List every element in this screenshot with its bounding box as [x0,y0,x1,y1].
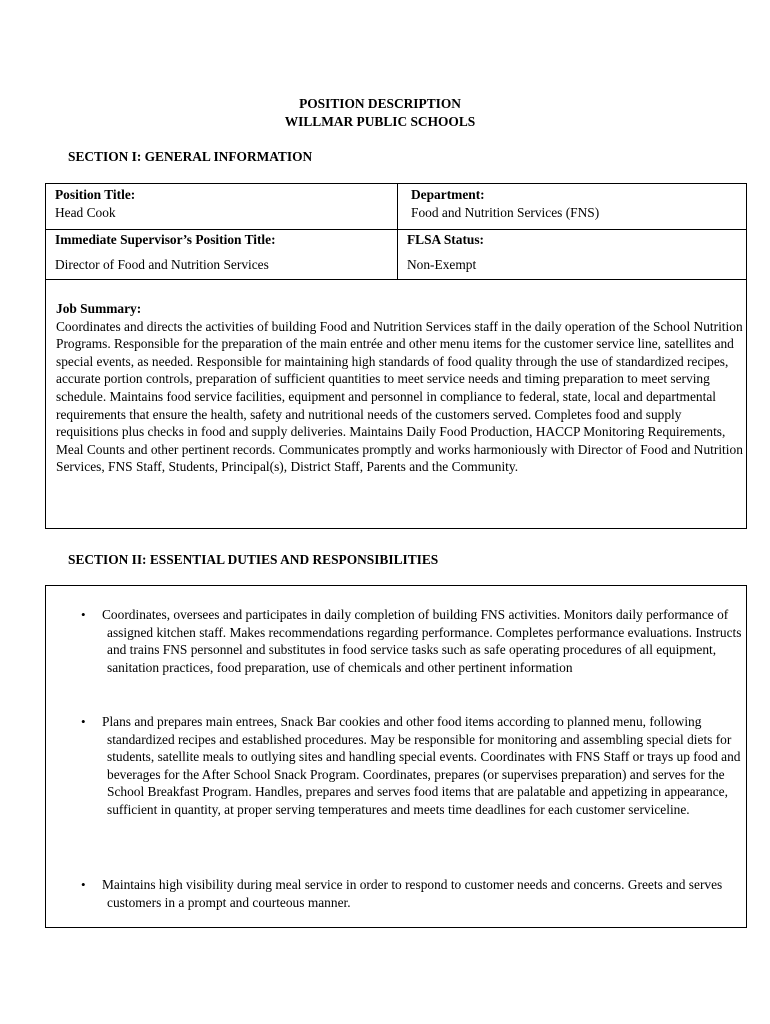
job-summary-text: Coordinates and directs the activities of building Food and Nutrition Services staff in the daily operation of the School Nutrition Programs. Responsible for the preparation of the main entrée and other menu items for the customer service line, satellites and special events, as needed. Responsible for maintaining high standards of food quality through the use of standardized recipes, accurate portion controls, preparation of sufficient quantities to meet service needs and timing preparation to meet serving schedule. Maintains food service facilities, equipment and personnel in compliance to federal, state, local and departmental requirements that ensure the health, safety and nutritional needs of the customers served. Completes food and supply requisitions plus checks in food and supply deliveries. Maintains Daily Food Production, HACCP Monitoring Requirements, Meal Counts and other pertinent records. Communicates promptly and works harmoniously with Director of Food and Nutrition Services, FNS Staff, Students, Principal(s), District Staff, Parents and the Community. [56,318,743,475]
list-item [102,713,742,819]
supervisor-value: Director of Food and Nutrition Services [55,257,269,272]
duty-text: Maintains high visibility during meal service in order to respond to customer needs and concerns. Greets and serves customers in a prompt and courteous manner. [102,877,723,910]
section2-title: SECTION II: ESSENTIAL DUTIES AND RESPONSIBILITIES [68,552,439,567]
document-title-line2: WILLMAR PUBLIC SCHOOLS [284,114,476,129]
bullet-icon: • [81,607,86,622]
duty-text: Coordinates, oversees and participates in daily completion of building FNS activities. Monitors daily performance of assigned kitchen staff. Makes recommendations regarding performance. Completes performance evaluations. Instructs and trains FNS personnel and substitutes in food service tasks such as safe operating procedures of all equipment, sanitation practices, food preparation, use of chemicals and other pertinent information [102,607,742,675]
table-divider-column [397,184,398,279]
department-label: Department: [411,187,485,202]
supervisor-label: Immediate Supervisor’s Position Title: [55,232,276,247]
position-title-value: Head Cook [55,205,116,220]
job-summary-label: Job Summary: [56,301,142,316]
general-information-table [45,183,747,529]
duties-list [45,585,747,928]
table-divider-row1 [46,229,746,230]
flsa-label: FLSA Status: [407,232,485,247]
bullet-icon: • [81,877,86,892]
job-summary [56,300,746,476]
section1-title: SECTION I: GENERAL INFORMATION [68,149,313,164]
duty-text: Plans and prepares main entrees, Snack Bar cookies and other food items according to planned menu, following standardized recipes and established procedures. May be responsible for monitoring and assembling special diets for students, satellite meals to outlying sites and handling special events. Coordinates with FNS Staff or trays up food and beverages for the After School Snack Program. Coordinates, prepares (or supervises preparation) and serves for the School Breakfast Program. Handles, prepares and serves food items that are palatable and appetizing in appearance, sufficient in quantity, at proper serving temperatures and meets time deadlines for each customer serviceline. [102,714,741,817]
department-value: Food and Nutrition Services (FNS) [411,205,600,220]
position-title-label: Position Title: [55,187,136,202]
flsa-value: Non-Exempt [407,257,477,272]
list-item [102,606,742,676]
document-title-line1: POSITION DESCRIPTION [299,96,461,111]
list-item [102,876,742,911]
table-divider-row2 [46,279,746,280]
bullet-icon: • [81,714,86,729]
